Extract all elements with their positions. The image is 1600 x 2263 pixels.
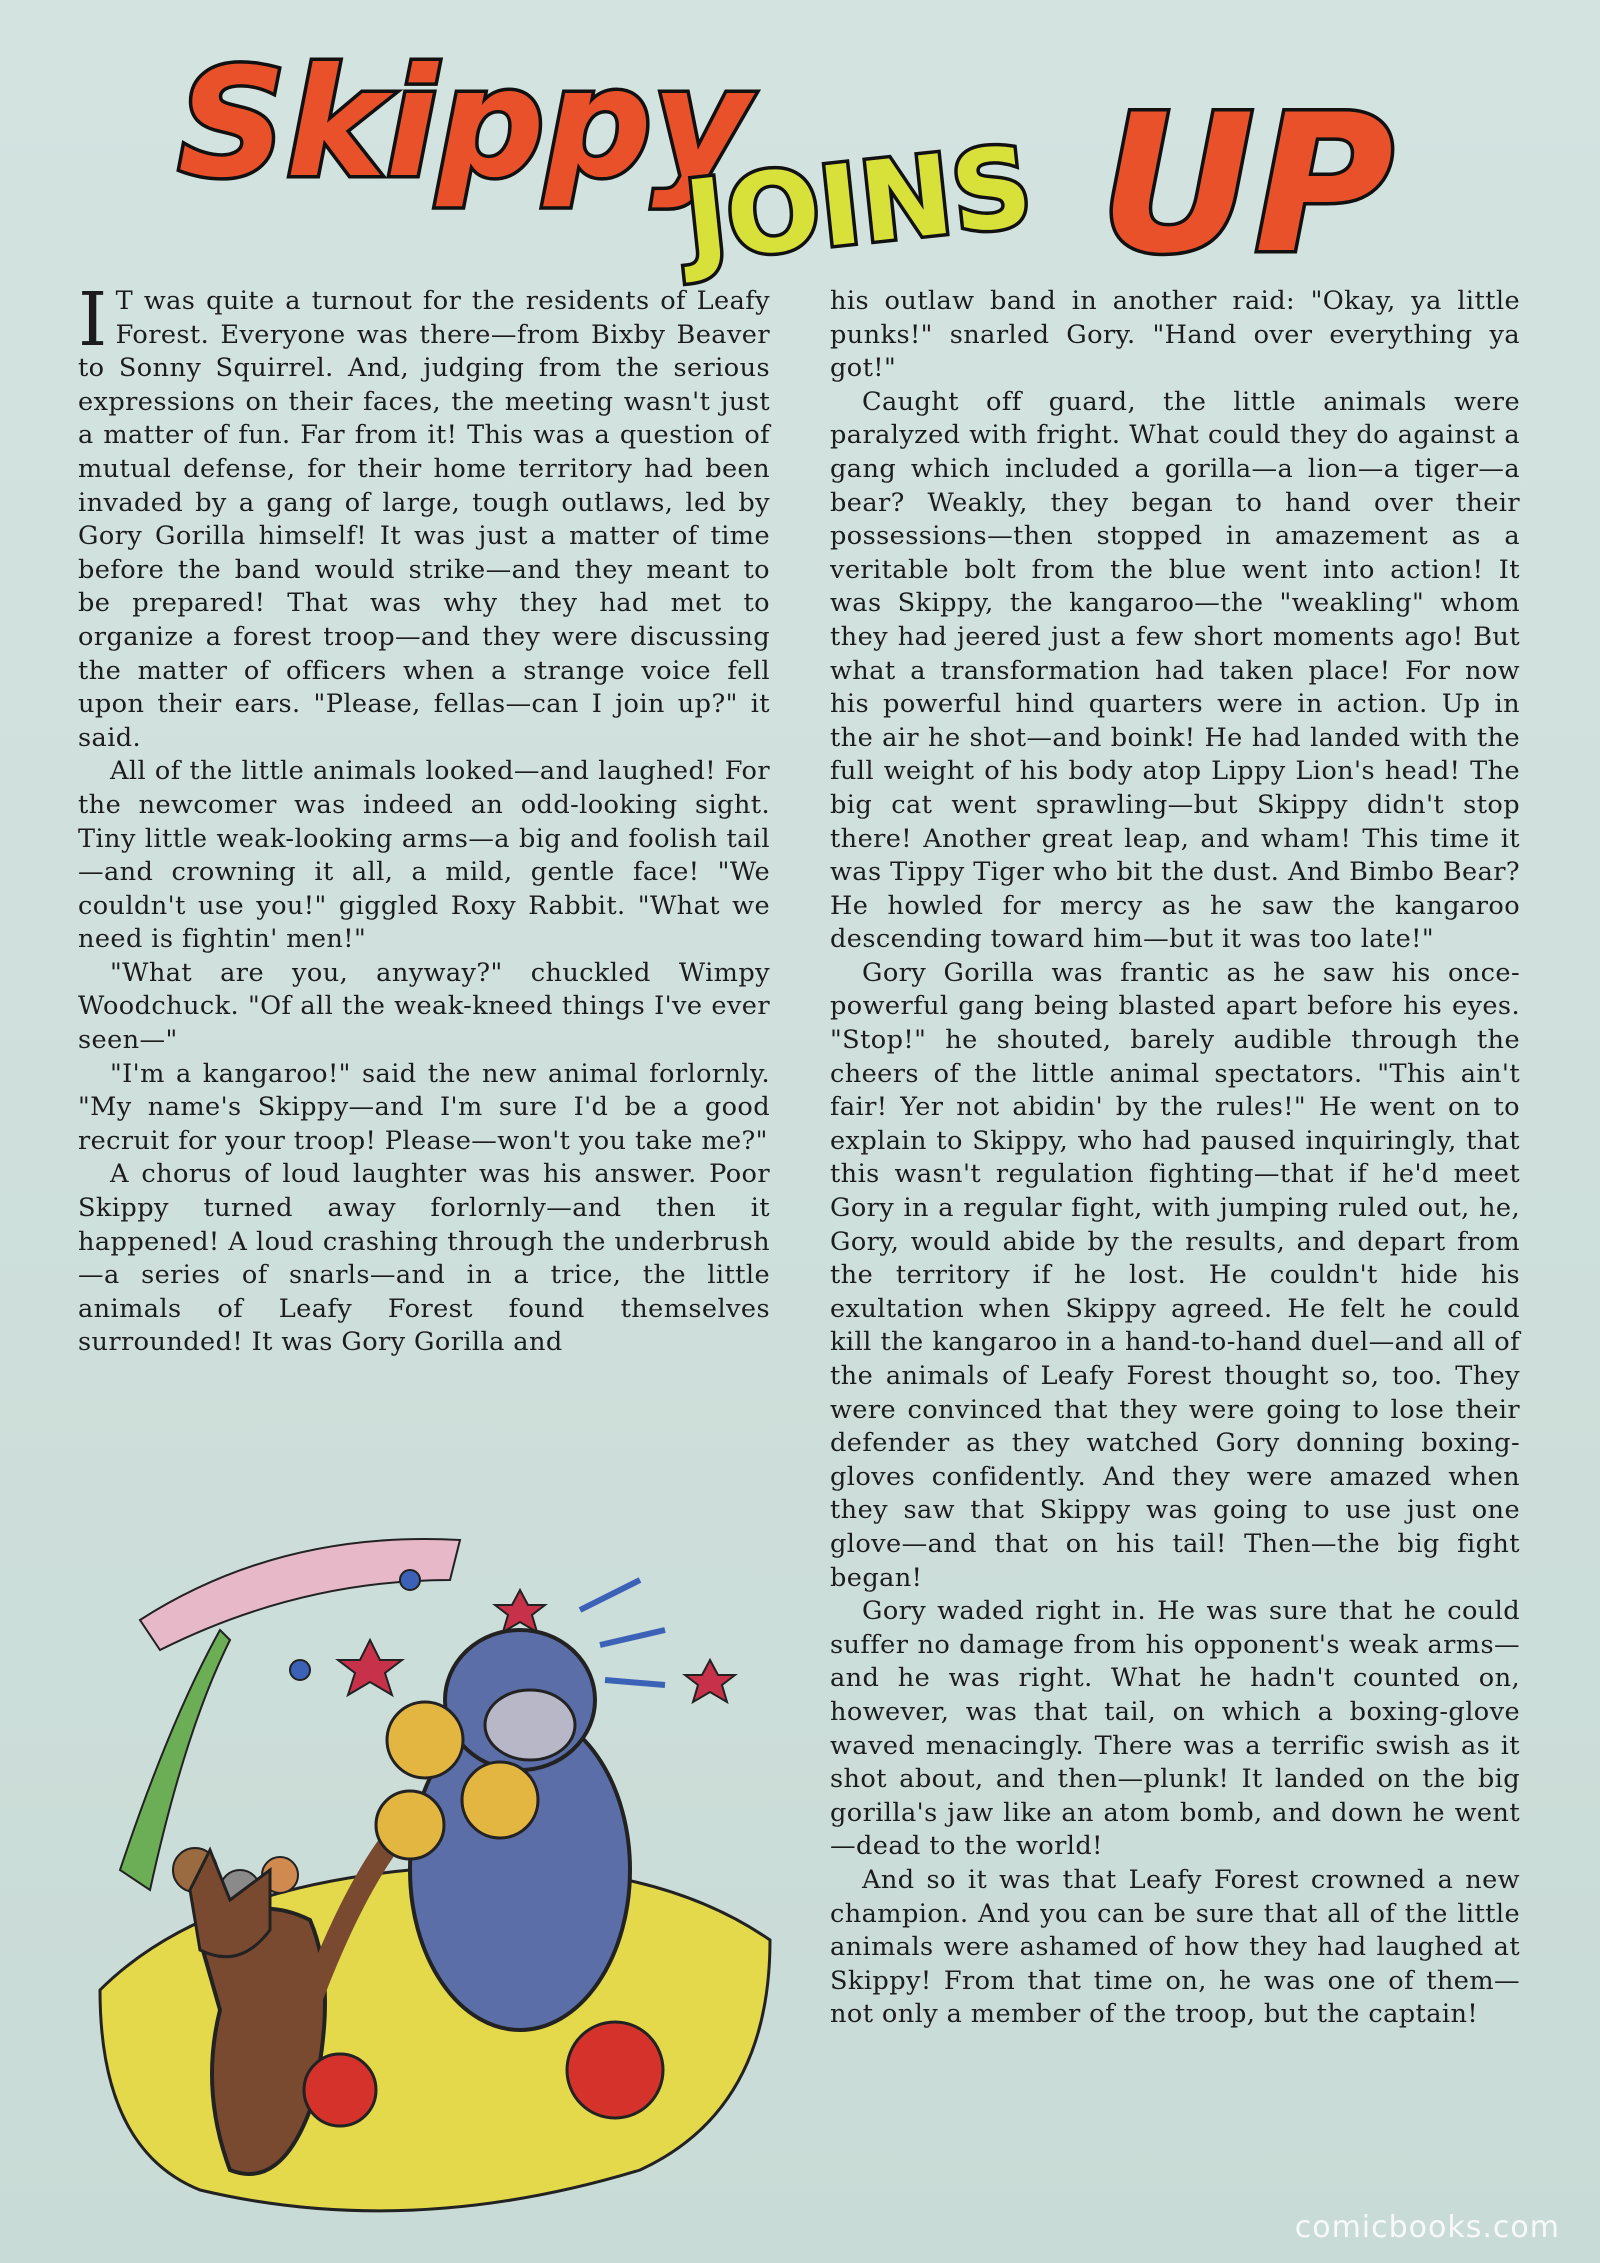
drop-cap: I [78,277,108,363]
paragraph: "I'm a kangaroo!" said the new animal forlornly. "My name's Skippy—and I'm sure I'd be a good recruit for your troop! Please—won't you take me?" [78,1058,770,1156]
site-watermark: comicbooks.com [1294,2210,1560,2245]
right-text-column [830,285,1520,2032]
left-text-column [78,277,770,1360]
illustration-drawing [80,1470,780,2240]
paragraph: Gory Gorilla was frantic as he saw his once-powerful gang being blasted apart before his eyes. "Stop!" he shouted, barely audible through the cheers of the little animal spectators. "This ain't fair! Yer not abidin' by the rules!" He went on to explain to Skippy, who had paused inquiringly, that this wasn't regulation fighting—that if he'd meet Gory in a regular fight, with jumping ruled out, he, Gory, would abide by the results, and depart from the territory if he lost. He couldn't hide his exultation when Skippy agreed. He felt he could kill the kangaroo in a hand-to-hand duel—and all of the animals of Leafy Forest thought so, too. They were convinced that they were going to lose their defender as they watched Gory donning boxing-gloves confidently. And they were amazed when they saw that Skippy was going to use just one glove—and that on his tail! Then—the big fight began! [830,957,1520,1593]
paragraph: All of the little animals looked—and laughed! For the newcomer was indeed an odd-looking sight. Tiny little weak-looking arms—a big and foolish tail—and crowning it all, a mild, gentle face! "We couldn't use you!" giggled Roxy Rabbit. "What we need is fightin' men!" [78,756,770,955]
paragraph: his outlaw band in another raid: "Okay, ya little punks!" snarled Gory. "Hand over everything ya got!" [830,286,1520,384]
story-title [170,45,1460,295]
paragraph: Gory waded right in. He was sure that he could suffer no damage from his opponent's weak arms—and he was right. What he hadn't counted on, however, was that tail, on which a boxing-glove waved menacingly. There was a terrific swish as it shot about, and then—plunk! It landed on the big gorilla's jaw like an atom bomb, and down he went—dead to the world! [830,1596,1520,1862]
paragraph: A chorus of loud laughter was his answer. Poor Skippy turned away forlornly—and then it happened! A loud crashing through the underbrush—a series of snarls—and in a trice, the little animals of Leafy Forest found themselves surrounded! It was Gory Gorilla and [78,1159,770,1358]
fight-illustration [80,1470,780,2240]
title-lettering [170,45,1460,295]
title-word-skippy: Skippy [178,45,750,211]
paragraph: And so it was that Leafy Forest crowned a new champion. And you can be sure that all of the little animals were ashamed of how they had laughed at Skippy! From that time on, he was one of them—not only a member of the troop, but the captain! [830,1864,1520,2030]
paragraph [78,277,770,755]
paragraph: "What are you, anyway?" chuckled Wimpy Woodchuck. "Of all the weak-kneed things I've ever seen—" [78,957,770,1056]
paragraph-text: T was quite a turnout for the residents of Leafy Forest. Everyone was there—from Bixby Beaver to Sonny Squirrel. And, judging from the serious expressions on their faces, the meeting wasn't just a matter of fun. Far from it! This was a question of mutual defense, for their home territory had been invaded by a gang of large, tough outlaws, led by Gory Gorilla himself! It was just a matter of time before the band would strike—and they meant to be prepared! That was why they had met to organize a forest troop—and they were discussing the matter of officers when a strange voice fell upon their ears. "Please, fellas—can I join up?" it said. [78,286,770,753]
title-word-up: UP [1100,74,1394,295]
paragraph: Caught off guard, the little animals were paralyzed with fright. What could they do against a gang which included a gorilla—a lion—a tiger—a bear? Weakly, they began to hand over their possessions—then stopped in amazement as a veritable bolt from the blue went into action! It was Skippy, the kangaroo—the "weakling" whom they had jeered just a few short moments ago! But what a transformation had taken place! For now his powerful hind quarters were in action. Up in the air he shot—and boink! He had landed with the full weight of his body atop Lippy Lion's head! The big cat went sprawling—but Skippy didn't stop there! Another great leap, and wham! This time it was Tippy Tiger who bit the dust. And Bimbo Bear? He howled for mercy as he saw the kangaroo descending toward him—but it was too late!" [830,386,1520,955]
title-word-joins: JOINS [679,122,1038,286]
